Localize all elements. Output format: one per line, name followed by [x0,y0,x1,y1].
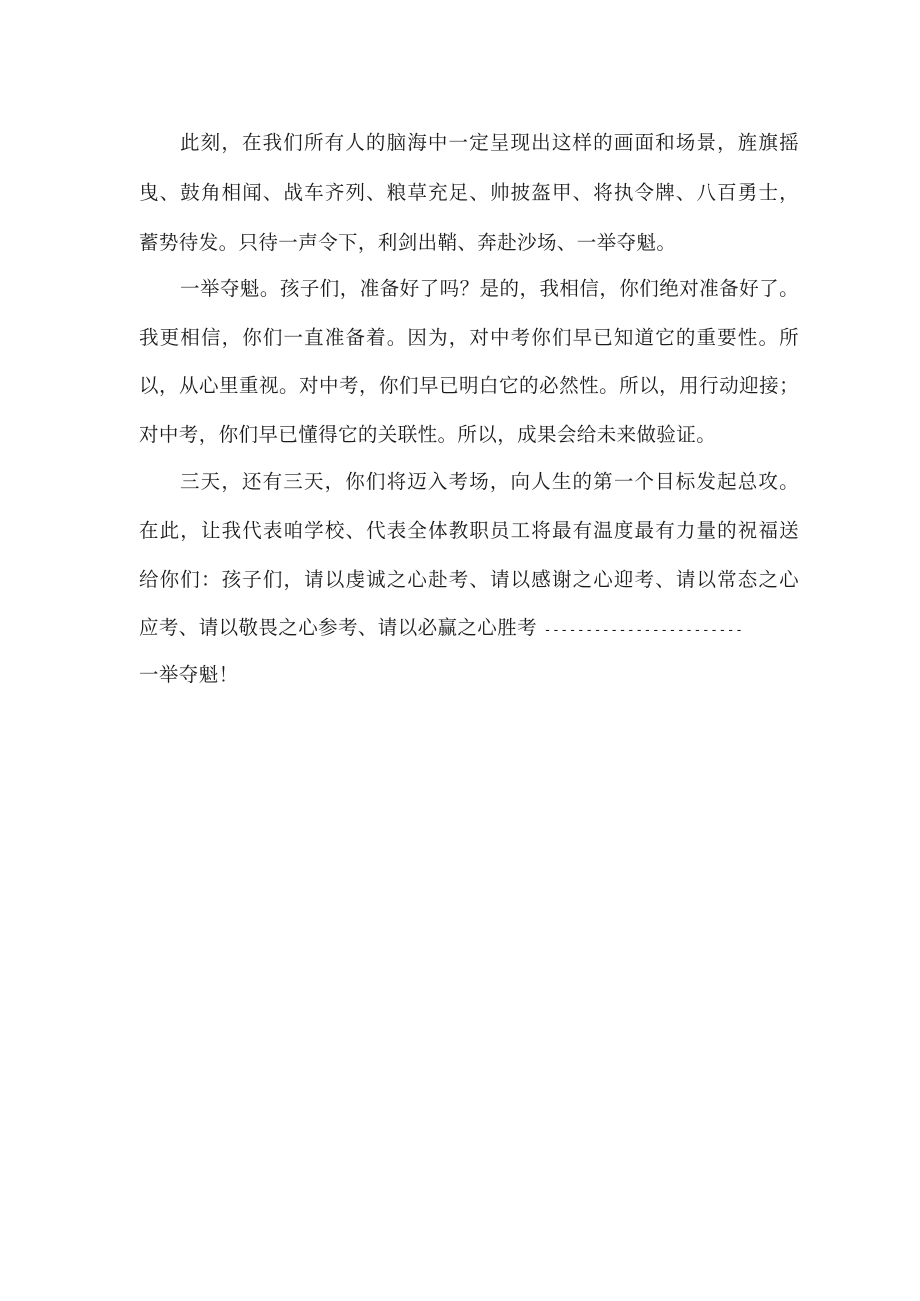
paragraph-3-line-5: 一举夺魁！ [139,663,239,686]
paragraph-2-line-1: 一举夺魁。孩子们，准备好了吗？是的，我相信，你们绝对准备好了。 [180,277,799,300]
paragraph-1-line-1: 此刻，在我们所有人的脑海中一定呈现出这样的画面和场景，旌旗摇 [180,131,799,154]
paragraph-3-line-2: 在此，让我代表咱学校、代表全体教职员工将最有温度最有力量的祝福送 [139,519,799,542]
paragraph-3-line-3: 给你们：孩子们，请以虔诚之心赴考、请以感谢之心迎考、请以常态之心 [139,568,799,591]
paragraph-2-line-4: 对中考，你们早已懂得它的关联性。所以，成果会给未来做验证。 [139,423,717,446]
paragraph-3-line-4-text: 应考、请以敬畏之心参考、请以必赢之心胜考 [139,616,538,639]
paragraph-2-line-3: 以，从心里重视。对中考，你们早已明白它的必然性。所以，用行动迎接； [139,374,799,397]
paragraph-2-line-2: 我更相信，你们一直准备着。因为，对中考你们早已知道它的重要性。所 [139,326,799,349]
paragraph-3-line-4 [139,618,799,638]
paragraph-1-line-3: 蓄势待发。只待一声令下，利剑出鞘、奔赴沙场、一举夺魁。 [139,231,677,254]
dash-leader: ------------------------ [543,623,744,638]
paragraph-3-line-1: 三天，还有三天，你们将迈入考场，向人生的第一个目标发起总攻。 [180,470,799,493]
paragraph-1-line-2: 曳、鼓角相闻、战车齐列、粮草充足、帅披盔甲、将执令牌、八百勇士， [139,181,799,204]
